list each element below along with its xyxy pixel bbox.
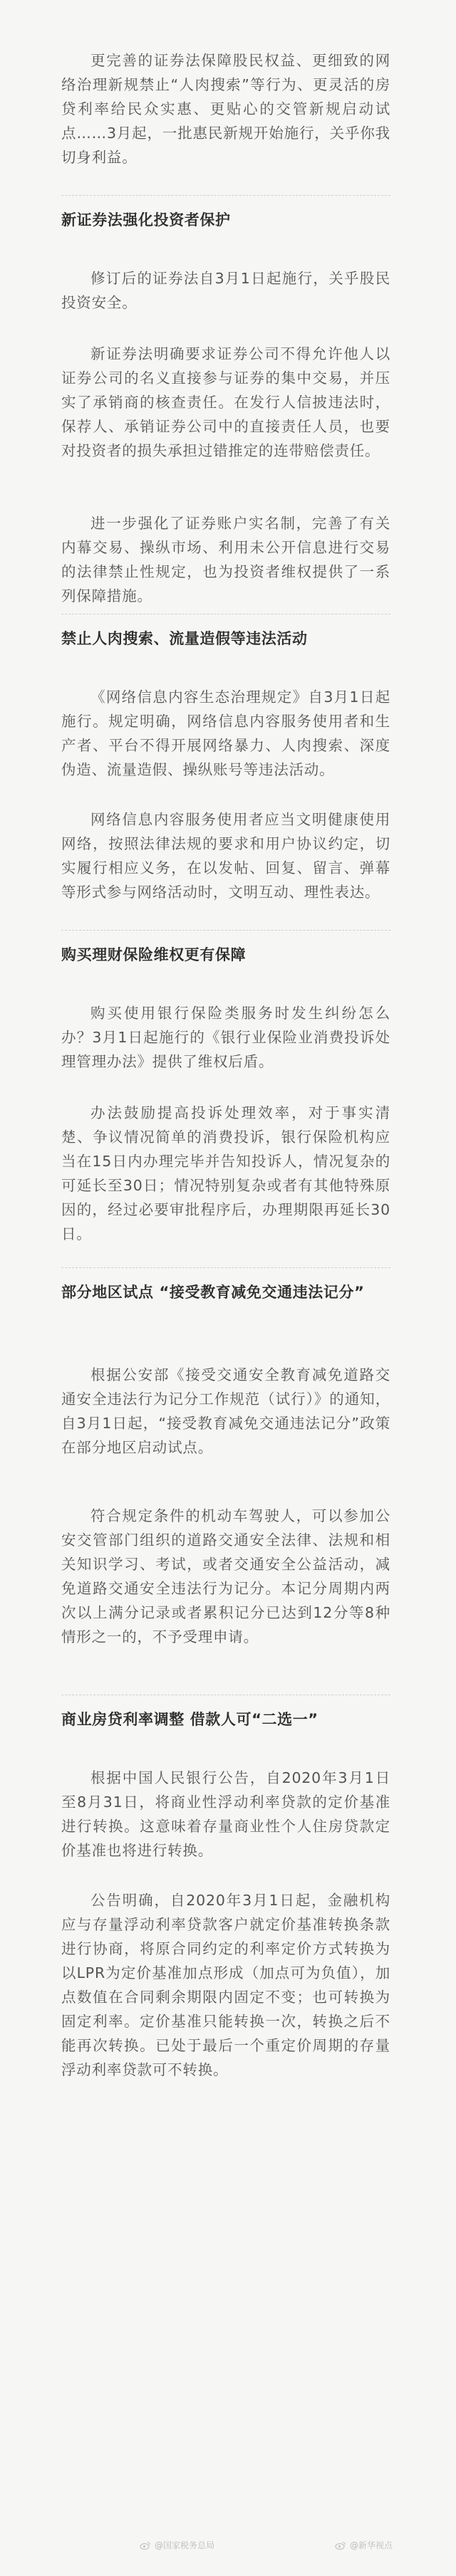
securities-paragraph-2: 新证券法明确要求证券公司不得允许他人以证券公司的名义直接参与证券的集中交易，并压实了承销商的核查责任。在发行人信披违法时，保荐人、承销证券公司中的直接责任人员，也要对投资者的损失承担过错推定的连带赔偿责任。 (61, 345, 390, 459)
weibo-watermark-right (335, 2539, 393, 2551)
section-divider (61, 1267, 390, 1268)
securities-paragraph-1: 修订后的证券法自3月1日起施行，关乎股民投资安全。 (61, 270, 390, 311)
mortgage-paragraph-1: 根据中国人民银行公告，自2020年3月1日至8月31日，将商业性浮动利率贷款的定价基准进行转换。这意味着存量商业性个人住房贷款定价基准也将进行转换。 (61, 1769, 390, 1859)
weibo-icon (335, 2541, 346, 2550)
section-heading-securities: 新证券法强化投资者保护 (61, 211, 231, 229)
mortgage-paragraph-2: 公告明确，自2020年3月1日起，金融机构应与存量浮动利率贷款客户就定价基准转换条款进行协商，将原合同约定的利率定价方式转换为以LPR为定价基准加点形成（加点可为负值），加点数值在合同剩余期限内固定不变；也可转换为固定利率。定价基准只能转换一次，转换之后不能再次转换。已处于最后一个重定价周期的存量浮动利率贷款可不转换。 (61, 1892, 390, 2078)
watermark-right-text: @新华视点 (350, 2540, 393, 2550)
weibo-watermark-left (140, 2539, 214, 2551)
traffic-paragraph-1: 根据公安部《接受交通安全教育减免道路交通安全违法行为记分工作规范（试行）》的通知，自3月1日起，“接受教育减免交通违法记分”政策在部分地区启动试点。 (61, 1366, 390, 1456)
intro-paragraph: 更完善的证券法保障股民权益、更细致的网络治理新规禁止“人肉搜索”等行为、更灵活的房贷利率给民众实惠、更贴心的交管新规启动试点……3月起，一批惠民新规开始施行，关乎你我切身利益。 (61, 52, 390, 166)
section-divider (61, 930, 390, 931)
section-divider (61, 195, 390, 196)
traffic-paragraph-2: 符合规定条件的机动车驾驶人，可以参加公安交管部门组织的道路交通安全法律、法规和相关知识学习、考试，或者交通安全公益活动，减免道路交通安全违法行为记分。本记分周期内两次以上满分记录或者累积记分已达到12分等8种情形之一的，不予受理申请。 (61, 1507, 390, 1645)
section-heading-traffic: 部分地区试点 “接受教育减免交通违法记分” (61, 1284, 365, 1301)
finance-paragraph-1: 购买使用银行保险类服务时发生纠纷怎么办？3月1日起施行的《银行业保险业消费投诉处理管理办法》提供了维权后盾。 (61, 1005, 390, 1070)
network-paragraph-1: 《网络信息内容生态治理规定》自3月1日起施行。规定明确，网络信息内容服务使用者和生产者、平台不得开展网络暴力、人肉搜索、深度伪造、流量造假、操纵账号等违法活动。 (61, 688, 390, 778)
finance-paragraph-2: 办法鼓励提高投诉处理效率，对于事实清楚、争议情况简单的消费投诉，银行保险机构应当在15日内办理完毕并告知投诉人，情况复杂的可延长至30日；情况特别复杂或者有其他特殊原因的，经过必要审批程序后，办理期限再延长30日。 (61, 1104, 390, 1242)
weibo-icon (140, 2541, 151, 2550)
securities-paragraph-3: 进一步强化了证券账户实名制，完善了有关内幕交易、操纵市场、利用未公开信息进行交易的法律禁止性规定，也为投资者维权提供了一系列保障措施。 (61, 515, 390, 604)
section-heading-finance: 购买理财保险维权更有保障 (61, 946, 247, 963)
section-heading-network: 禁止人肉搜索、流量造假等违法活动 (61, 630, 308, 647)
network-paragraph-2: 网络信息内容服务使用者应当文明健康使用网络，按照法律法规的要求和用户协议约定，切实履行相应义务，在以发帖、回复、留言、弹幕等形式参与网络活动时，文明互动、理性表达。 (61, 811, 390, 901)
watermark-left-text: @国家税务总局 (155, 2540, 215, 2550)
section-heading-mortgage: 商业房贷利率调整 借款人可“二选一” (61, 1711, 318, 1728)
